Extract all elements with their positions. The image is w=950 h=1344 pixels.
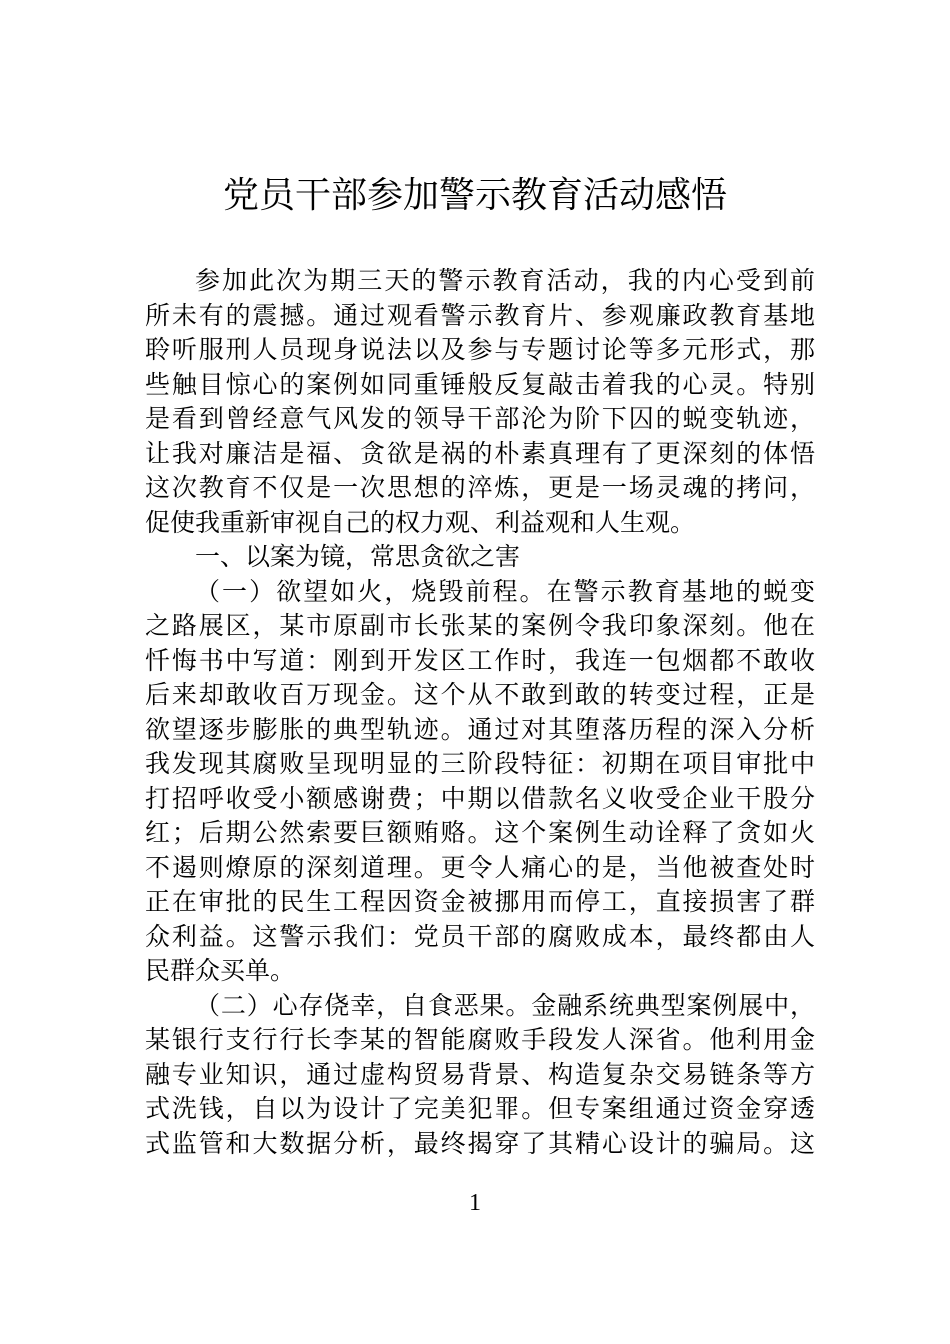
text-line: 聆听服刑人员现身说法以及参与专题讨论等多元形式，那	[145, 335, 815, 364]
document-title: 党员干部参加警示教育活动感悟	[222, 175, 727, 216]
page-number: 1	[469, 1190, 481, 1216]
text-line: （二）心存侥幸，自食恶果。金融系统典型案例展中，	[195, 990, 815, 1020]
text-line: 促使我重新审视自己的权力观、利益观和人生观。	[145, 507, 696, 537]
text-line: 之路展区，某市原副市长张某的案例令我印象深刻。他在	[145, 611, 815, 640]
text-line: 让我对廉洁是福、贪欲是祸的朴素真理有了更深刻的体悟	[145, 438, 815, 468]
text-line: 众利益。这警示我们：党员干部的腐败成本，最终都由人	[145, 921, 815, 951]
text-line: 忏悔书中写道：刚到开发区工作时，我连一包烟都不敢收	[145, 645, 815, 675]
text-line: 式监管和大数据分析，最终揭穿了其精心设计的骗局。这	[145, 1128, 815, 1158]
text-line: （一）欲望如火，烧毁前程。在警示教育基地的蜕变	[195, 576, 815, 606]
text-line: 正在审批的民生工程因资金被挪用而停工，直接损害了群	[145, 887, 815, 916]
text-line: 所未有的震撼。通过观看警示教育片、参观廉政教育基地	[145, 300, 815, 330]
text-line: 是看到曾经意气风发的领导干部沦为阶下囚的蜕变轨迹，	[145, 404, 815, 433]
text-line: 打招呼收受小额感谢费；中期以借款名义收受企业干股分	[145, 783, 815, 813]
text-line: 红；后期公然索要巨额贿赂。这个案例生动诠释了贪如火	[145, 818, 815, 847]
document-body	[145, 264, 815, 1161]
text-line: 我发现其腐败呈现明显的三阶段特征：初期在项目审批中	[145, 749, 815, 778]
text-line: 欲望逐步膨胀的典型轨迹。通过对其堕落历程的深入分析	[145, 714, 815, 744]
text-line: 不遏则燎原的深刻道理。更令人痛心的是，当他被查处时	[145, 852, 815, 882]
text-line: 式洗钱，自以为设计了完美犯罪。但专案组通过资金穿透	[145, 1094, 815, 1123]
text-line: 参加此次为期三天的警示教育活动，我的内心受到前	[195, 266, 815, 295]
text-line: 些触目惊心的案例如同重锤般反复敲击着我的心灵。特别	[145, 369, 815, 399]
section-heading: 一、以案为镜，常思贪欲之害	[195, 542, 521, 571]
text-line: 这次教育不仅是一次思想的淬炼，更是一场灵魂的拷问，	[145, 473, 815, 502]
text-line: 某银行支行行长李某的智能腐败手段发人深省。他利用金	[145, 1025, 815, 1054]
text-line: 后来却敢收百万现金。这个从不敢到敢的转变过程，正是	[145, 680, 815, 709]
text-line: 融专业知识，通过虚构贸易背景、构造复杂交易链条等方	[145, 1059, 815, 1089]
text-line: 民群众买单。	[145, 956, 296, 985]
